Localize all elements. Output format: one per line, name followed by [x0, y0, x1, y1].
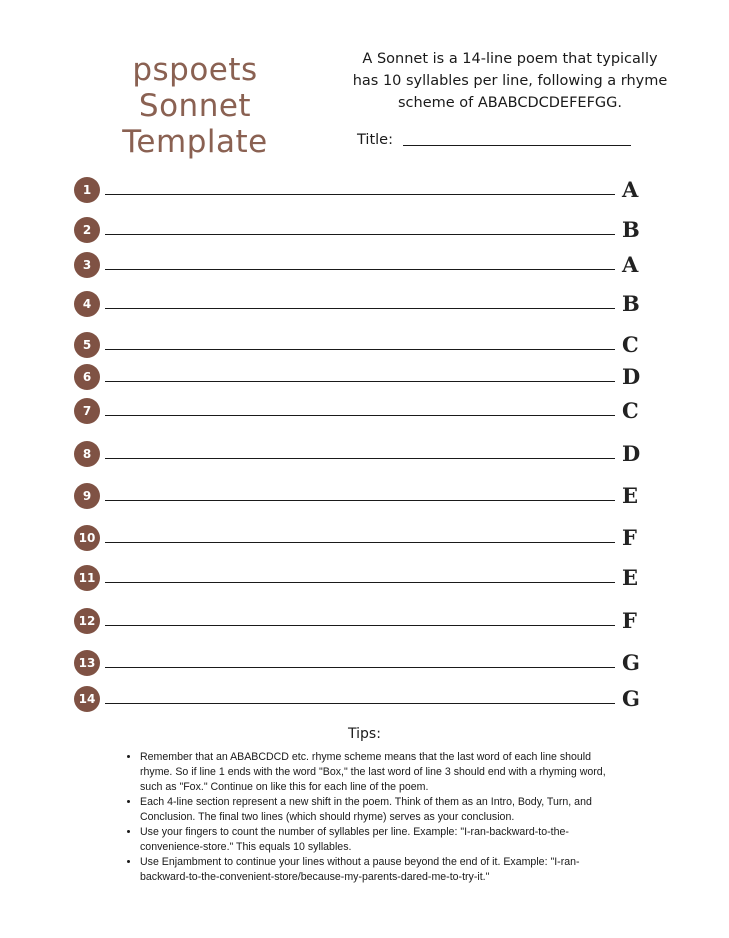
- line-number-badge: 8: [74, 441, 100, 467]
- poem-line-13: [74, 650, 644, 676]
- brand-title: [100, 52, 290, 160]
- line-writing-rule[interactable]: [105, 308, 615, 309]
- line-writing-rule[interactable]: [105, 415, 615, 416]
- poem-line-10: [74, 525, 644, 551]
- line-number-badge: 3: [74, 252, 100, 278]
- brand-title-line3: Template: [122, 124, 268, 160]
- line-number-badge: 10: [74, 525, 100, 551]
- poem-line-1: [74, 177, 644, 203]
- poem-line-7: [74, 398, 644, 424]
- brand-title-line2: Sonnet: [138, 88, 252, 124]
- line-writing-rule[interactable]: [105, 582, 615, 583]
- tip-item: • Each 4-line section represent a new shift in the poem. Think of them as an Intro, Body, Turn, and Conclusion. The final two lines (which should rhyme) serves as your conclusion.: [140, 795, 615, 825]
- tip-item: • Use your fingers to count the number of syllables per line. Example: "I-ran-backward-to-the-convenience-store." This equals 10 syllables.: [140, 825, 615, 855]
- poem-line-6: [74, 364, 644, 390]
- poem-line-4: [74, 291, 644, 317]
- line-number-badge: 7: [74, 398, 100, 424]
- line-number-badge: 2: [74, 217, 100, 243]
- poem-line-14: [74, 686, 644, 712]
- rhyme-letter: D: [622, 441, 641, 466]
- line-number-badge: 12: [74, 608, 100, 634]
- rhyme-letter: A: [622, 252, 639, 277]
- intro-line2: has 10 syllables per line, following a rhyme: [352, 73, 668, 89]
- rhyme-letter: E: [622, 565, 639, 590]
- brand-title-line1: pspoets: [132, 52, 258, 88]
- line-writing-rule[interactable]: [105, 194, 615, 195]
- poem-line-3: [74, 252, 644, 278]
- line-number-badge: 1: [74, 177, 100, 203]
- line-number-badge: 4: [74, 291, 100, 317]
- intro-line3: scheme of ABABCDCDEFEFGG.: [397, 95, 623, 111]
- tip-item: • Use Enjambment to continue your lines without a pause beyond the end of it. Example: "I-ran-backward-to-the-convenient-store/because-my-parents-dared-me-to-try-it.": [140, 855, 615, 885]
- title-field: [357, 132, 631, 148]
- line-writing-rule[interactable]: [105, 234, 615, 235]
- line-writing-rule[interactable]: [105, 269, 615, 270]
- line-writing-rule[interactable]: [105, 381, 615, 382]
- poem-line-12: [74, 608, 644, 634]
- title-blank-line[interactable]: [403, 145, 631, 146]
- tip-item: • Remember that an ABABCDCD etc. rhyme scheme means that the last word of each line should rhyme. So if line 1 ends with the word "Box," the last word of line 3 should end with a rhyming word, such as "Fox." Continue on like this for each line of the poem.: [140, 750, 615, 795]
- line-writing-rule[interactable]: [105, 542, 615, 543]
- rhyme-letter: G: [622, 686, 640, 711]
- rhyme-letter: A: [622, 177, 639, 202]
- poem-line-11: [74, 565, 644, 591]
- tips-list: [126, 750, 615, 885]
- intro-text: [345, 48, 675, 114]
- line-writing-rule[interactable]: [105, 458, 615, 459]
- line-writing-rule[interactable]: [105, 625, 615, 626]
- rhyme-letter: E: [622, 483, 639, 508]
- line-number-badge: 13: [74, 650, 100, 676]
- line-writing-rule[interactable]: [105, 500, 615, 501]
- rhyme-letter: C: [622, 332, 639, 357]
- rhyme-letter: G: [622, 650, 640, 675]
- line-number-badge: 5: [74, 332, 100, 358]
- title-label: Title:: [357, 132, 393, 148]
- poem-line-5: [74, 332, 644, 358]
- rhyme-letter: F: [622, 525, 637, 550]
- rhyme-letter: D: [622, 364, 641, 389]
- line-writing-rule[interactable]: [105, 703, 615, 704]
- poem-line-9: [74, 483, 644, 509]
- line-writing-rule[interactable]: [105, 349, 615, 350]
- tips-heading: Tips:: [348, 726, 381, 742]
- line-number-badge: 14: [74, 686, 100, 712]
- line-number-badge: 11: [74, 565, 100, 591]
- poem-line-8: [74, 441, 644, 467]
- intro-line1: A Sonnet is a 14-line poem that typically: [362, 51, 658, 67]
- line-writing-rule[interactable]: [105, 667, 615, 668]
- poem-line-2: [74, 217, 644, 243]
- rhyme-letter: B: [622, 217, 640, 242]
- line-number-badge: 9: [74, 483, 100, 509]
- rhyme-letter: B: [622, 291, 640, 316]
- line-number-badge: 6: [74, 364, 100, 390]
- rhyme-letter: C: [622, 398, 639, 423]
- rhyme-letter: F: [622, 608, 637, 633]
